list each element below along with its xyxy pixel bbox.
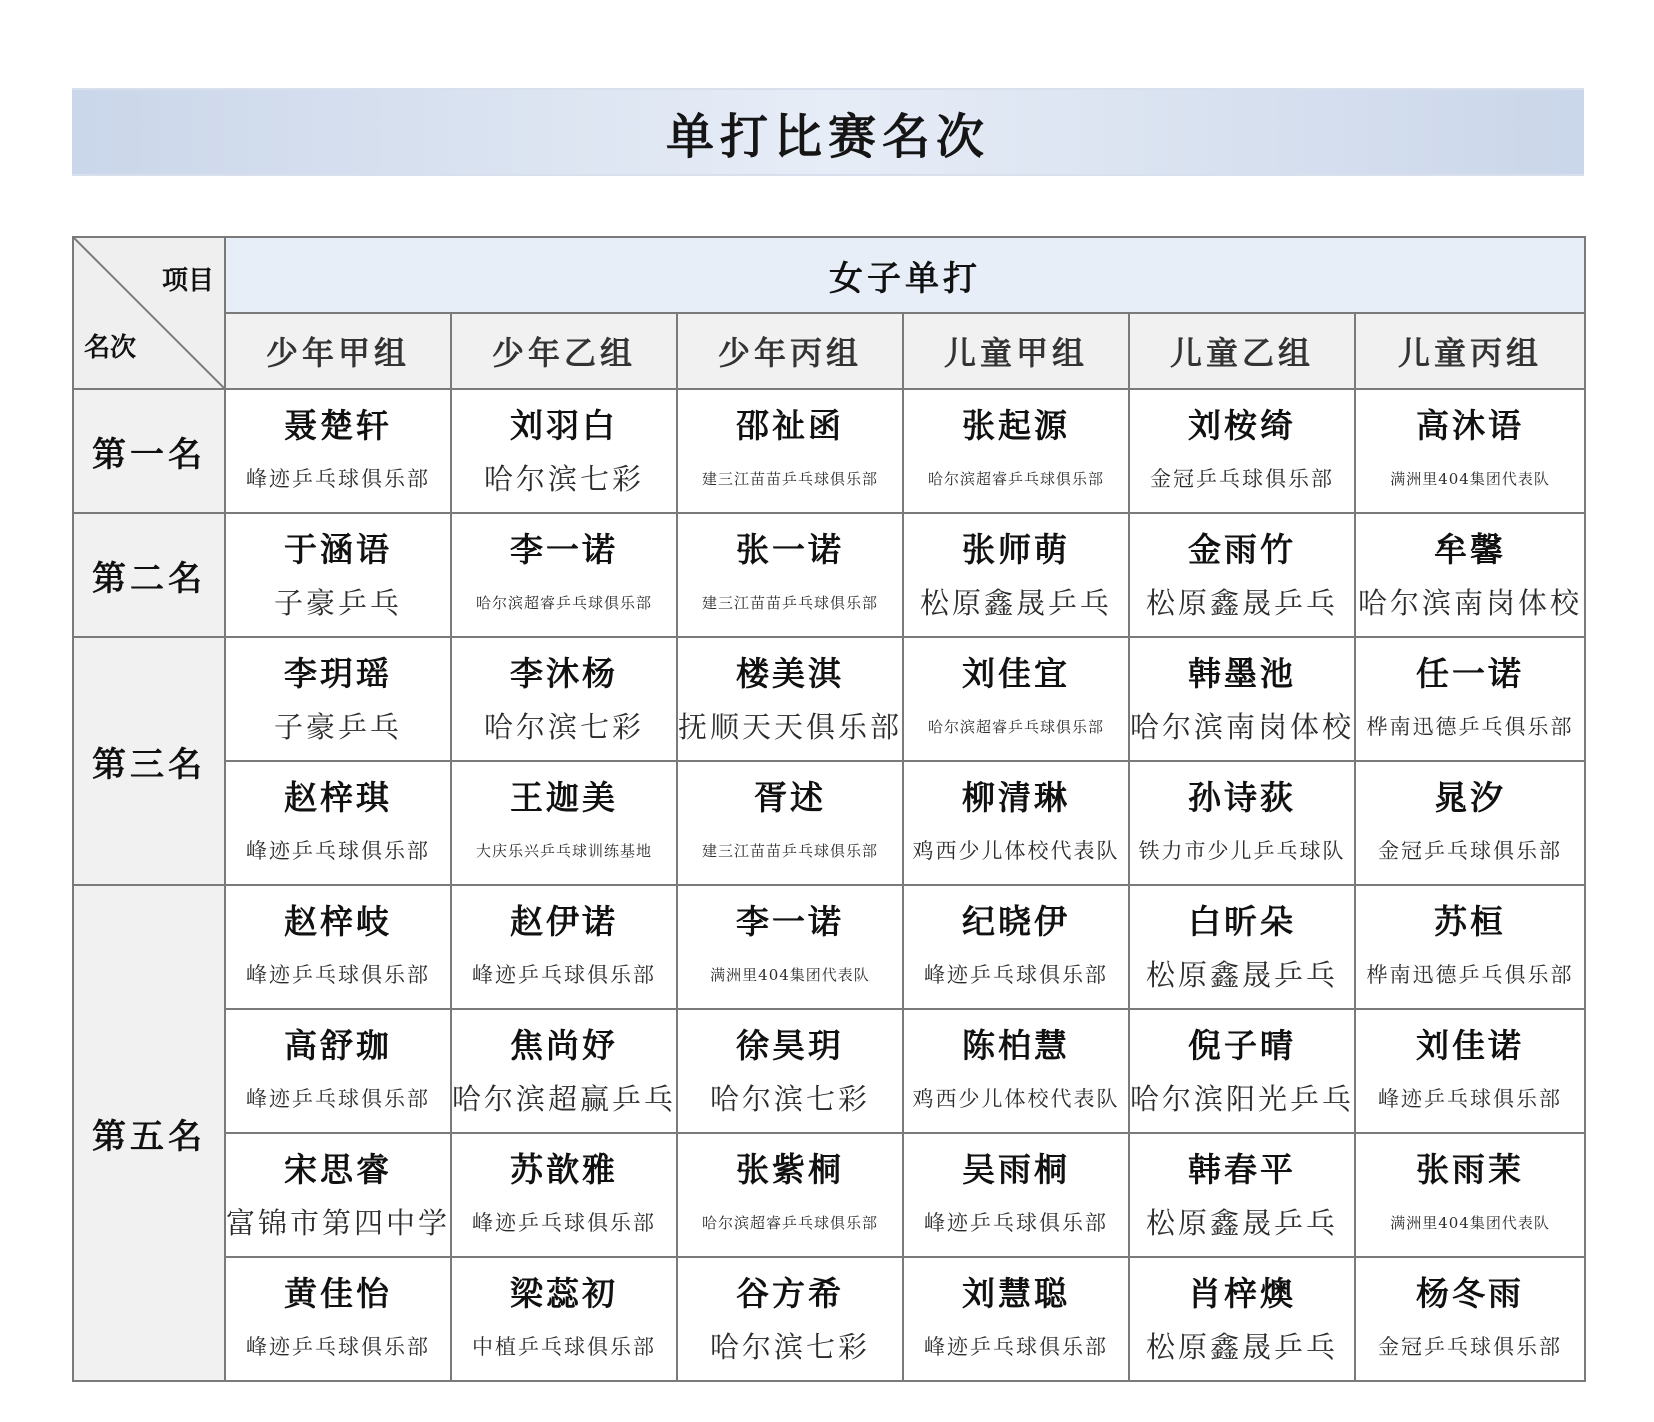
player-club: 峰迹乒乓球俱乐部	[472, 963, 656, 987]
table-row	[73, 1009, 1585, 1133]
player-name: 杨冬雨	[1416, 1274, 1525, 1313]
group-header: 少年丙组	[677, 313, 903, 389]
player-club: 建三江苗苗乒乓球俱乐部	[701, 842, 878, 860]
player-club: 峰迹乒乓球俱乐部	[246, 467, 430, 491]
player-name: 张雨茉	[1416, 1150, 1525, 1189]
player-club: 满洲里404集团代表队	[710, 966, 870, 984]
player-name: 李沐杨	[510, 654, 618, 693]
player-name: 金雨竹	[1188, 530, 1296, 569]
entry-cell	[1355, 389, 1585, 513]
player-club: 峰迹乒乓球俱乐部	[246, 963, 430, 987]
rank-cell: 第一名	[73, 389, 225, 513]
player-name: 刘佳诺	[1416, 1026, 1525, 1065]
player-name: 高舒珈	[284, 1026, 392, 1065]
player-name: 刘羽白	[510, 406, 618, 445]
table-row	[73, 513, 1585, 637]
player-name: 陈柏慧	[962, 1026, 1070, 1065]
entry-cell	[451, 885, 677, 1009]
player-name: 晁汐	[1434, 778, 1507, 817]
player-club: 富锦市第四中学	[226, 1206, 450, 1240]
entry-cell	[677, 389, 903, 513]
entry-cell	[1355, 637, 1585, 761]
header-row-groups	[73, 313, 1585, 389]
player-name: 焦尚妤	[510, 1026, 618, 1065]
player-name: 刘桉绮	[1188, 406, 1296, 445]
player-name: 刘佳宜	[962, 654, 1070, 693]
entry-cell	[1129, 885, 1355, 1009]
entry-cell	[903, 1133, 1129, 1257]
player-name: 高沐语	[1416, 406, 1525, 445]
player-club: 大庆乐兴乒乓球训练基地	[475, 842, 652, 860]
player-club: 中植乒乓球俱乐部	[472, 1335, 656, 1359]
player-club: 子豪乒乓	[273, 586, 402, 620]
rank-label: 名次	[84, 333, 137, 363]
player-name: 韩墨池	[1188, 654, 1296, 693]
player-club: 金冠乒乓球俱乐部	[1378, 1335, 1563, 1359]
player-club: 峰迹乒乓球俱乐部	[924, 1335, 1108, 1359]
player-name: 牟馨	[1434, 530, 1507, 569]
player-name: 苏歆雅	[510, 1150, 618, 1189]
entry-cell	[451, 761, 677, 885]
group-header: 儿童丙组	[1355, 313, 1585, 389]
entry-cell	[1355, 1133, 1585, 1257]
item-label: 项目	[161, 266, 214, 296]
entry-cell	[677, 1133, 903, 1257]
table-row	[73, 761, 1585, 885]
entry-cell	[1129, 513, 1355, 637]
entry-cell	[225, 1257, 451, 1381]
player-club: 桦南迅德乒乓俱乐部	[1366, 963, 1574, 987]
player-club: 峰迹乒乓球俱乐部	[924, 1211, 1108, 1235]
entry-cell	[903, 1257, 1129, 1381]
entry-cell	[225, 885, 451, 1009]
entry-cell	[451, 513, 677, 637]
player-name: 王迦美	[510, 778, 618, 817]
player-name: 纪晓伊	[962, 902, 1070, 941]
entry-cell	[1129, 761, 1355, 885]
entry-cell	[1129, 1133, 1355, 1257]
entry-cell	[451, 1133, 677, 1257]
player-name: 赵梓琪	[284, 778, 392, 817]
player-club: 抚顺天天俱乐部	[678, 710, 902, 744]
player-name: 刘慧聪	[962, 1274, 1070, 1313]
entry-cell	[903, 885, 1129, 1009]
player-name: 宋思睿	[284, 1150, 392, 1189]
entry-cell	[903, 761, 1129, 885]
player-name: 楼美淇	[736, 654, 844, 693]
player-name: 张紫桐	[736, 1150, 844, 1189]
player-club: 建三江苗苗乒乓球俱乐部	[701, 594, 878, 612]
player-name: 肖梓燠	[1188, 1274, 1296, 1313]
player-name: 张一诺	[736, 530, 844, 569]
player-name: 孙诗荻	[1188, 778, 1296, 817]
player-club: 子豪乒乓	[273, 710, 402, 744]
entry-cell	[451, 1257, 677, 1381]
player-club: 峰迹乒乓球俱乐部	[246, 839, 430, 863]
player-club: 峰迹乒乓球俱乐部	[472, 1211, 656, 1235]
entry-cell	[677, 1009, 903, 1133]
player-club: 桦南迅德乒乓俱乐部	[1366, 715, 1574, 739]
results-table	[72, 236, 1586, 1382]
player-club: 松原鑫晟乒乓	[1145, 586, 1338, 620]
entry-cell	[225, 761, 451, 885]
group-header: 儿童乙组	[1129, 313, 1355, 389]
rank-cell: 第五名	[73, 885, 225, 1381]
entry-cell	[903, 637, 1129, 761]
player-club: 哈尔滨七彩	[709, 1330, 870, 1364]
entry-cell	[225, 513, 451, 637]
player-club: 峰迹乒乓球俱乐部	[246, 1335, 430, 1359]
player-name: 谷方希	[736, 1274, 844, 1313]
player-club: 鸡西少儿体校代表队	[912, 1087, 1120, 1111]
rank-cell: 第二名	[73, 513, 225, 637]
entry-cell	[225, 389, 451, 513]
rank-cell: 第三名	[73, 637, 225, 885]
player-name: 邵祉函	[736, 406, 844, 445]
player-club: 峰迹乒乓球俱乐部	[246, 1087, 430, 1111]
entry-cell	[225, 1009, 451, 1133]
entry-cell	[903, 389, 1129, 513]
entry-cell	[1129, 1009, 1355, 1133]
player-name: 李一诺	[736, 902, 844, 941]
player-club: 峰迹乒乓球俱乐部	[924, 963, 1108, 987]
entry-cell	[451, 637, 677, 761]
player-club: 鸡西少儿体校代表队	[912, 839, 1120, 863]
group-header: 少年乙组	[451, 313, 677, 389]
entry-cell	[1355, 761, 1585, 885]
player-name: 柳清琳	[962, 778, 1070, 817]
entry-cell	[225, 637, 451, 761]
player-name: 梁蕊初	[510, 1274, 618, 1313]
player-club: 建三江苗苗乒乓球俱乐部	[701, 470, 878, 488]
entry-cell	[1129, 389, 1355, 513]
player-name: 于涵语	[284, 530, 392, 569]
player-club: 松原鑫晟乒乓	[1145, 1206, 1338, 1240]
player-club: 峰迹乒乓球俱乐部	[1378, 1087, 1563, 1111]
player-name: 倪子晴	[1188, 1026, 1296, 1065]
player-name: 李一诺	[510, 530, 618, 569]
table-row	[73, 885, 1585, 1009]
player-name: 张师萌	[962, 530, 1070, 569]
player-name: 李玥瑶	[284, 654, 392, 693]
table-row	[73, 389, 1585, 513]
header-row-event	[73, 237, 1585, 313]
table-row	[73, 1257, 1585, 1381]
player-club: 哈尔滨阳光乒乓	[1130, 1082, 1354, 1116]
page-title: 单打比赛名次	[665, 108, 990, 165]
player-club: 金冠乒乓球俱乐部	[1378, 839, 1563, 863]
player-name: 胥述	[754, 778, 826, 817]
player-club: 哈尔滨超睿乒乓球俱乐部	[927, 470, 1104, 488]
player-name: 吴雨桐	[962, 1150, 1070, 1189]
player-name: 黄佳怡	[284, 1274, 392, 1313]
player-name: 赵伊诺	[510, 902, 618, 941]
player-club: 哈尔滨七彩	[483, 710, 644, 744]
group-header: 儿童甲组	[903, 313, 1129, 389]
group-header: 少年甲组	[225, 313, 451, 389]
player-name: 聂楚轩	[284, 406, 392, 445]
entry-cell	[1355, 513, 1585, 637]
player-club: 铁力市少儿乒乓球队	[1138, 839, 1346, 863]
player-club: 哈尔滨超睿乒乓球俱乐部	[927, 718, 1104, 736]
player-club: 松原鑫晟乒乓	[1145, 958, 1338, 992]
title-banner	[72, 88, 1584, 176]
entry-cell	[1355, 885, 1585, 1009]
entry-cell	[451, 389, 677, 513]
event-header: 女子单打	[225, 237, 1585, 313]
table-row	[73, 1133, 1585, 1257]
entry-cell	[1129, 1257, 1355, 1381]
entry-cell	[677, 1257, 903, 1381]
player-club: 松原鑫晟乒乓	[1145, 1330, 1338, 1364]
table-row	[73, 637, 1585, 761]
player-club: 哈尔滨南岗体校	[1130, 710, 1354, 744]
entry-cell	[903, 513, 1129, 637]
player-name: 徐昊玥	[736, 1026, 844, 1065]
entry-cell	[225, 1133, 451, 1257]
player-club: 满洲里404集团代表队	[1390, 470, 1550, 488]
entry-cell	[677, 761, 903, 885]
player-name: 白昕朵	[1188, 902, 1296, 941]
player-club: 哈尔滨超睿乒乓球俱乐部	[701, 1214, 878, 1232]
entry-cell	[903, 1009, 1129, 1133]
player-club: 哈尔滨南岗体校	[1358, 586, 1583, 620]
player-club: 哈尔滨超赢乒乓	[452, 1082, 676, 1116]
entry-cell	[1129, 637, 1355, 761]
entry-cell	[1355, 1009, 1585, 1133]
entry-cell	[677, 637, 903, 761]
entry-cell	[451, 1009, 677, 1133]
player-club: 金冠乒乓球俱乐部	[1150, 467, 1334, 491]
player-club: 松原鑫晟乒乓	[919, 586, 1112, 620]
player-name: 苏桓	[1434, 902, 1507, 941]
player-club: 哈尔滨七彩	[709, 1082, 870, 1116]
player-name: 张起源	[962, 406, 1070, 445]
results-body	[73, 389, 1585, 1381]
entry-cell	[1355, 1257, 1585, 1381]
player-name: 韩春平	[1188, 1150, 1296, 1189]
player-club: 哈尔滨七彩	[483, 462, 644, 496]
player-name: 赵梓岐	[284, 902, 392, 941]
corner-header	[73, 237, 225, 389]
player-name: 任一诺	[1416, 654, 1525, 693]
player-club: 哈尔滨超睿乒乓球俱乐部	[475, 594, 652, 612]
entry-cell	[677, 513, 903, 637]
player-club: 满洲里404集团代表队	[1390, 1214, 1550, 1232]
entry-cell	[677, 885, 903, 1009]
